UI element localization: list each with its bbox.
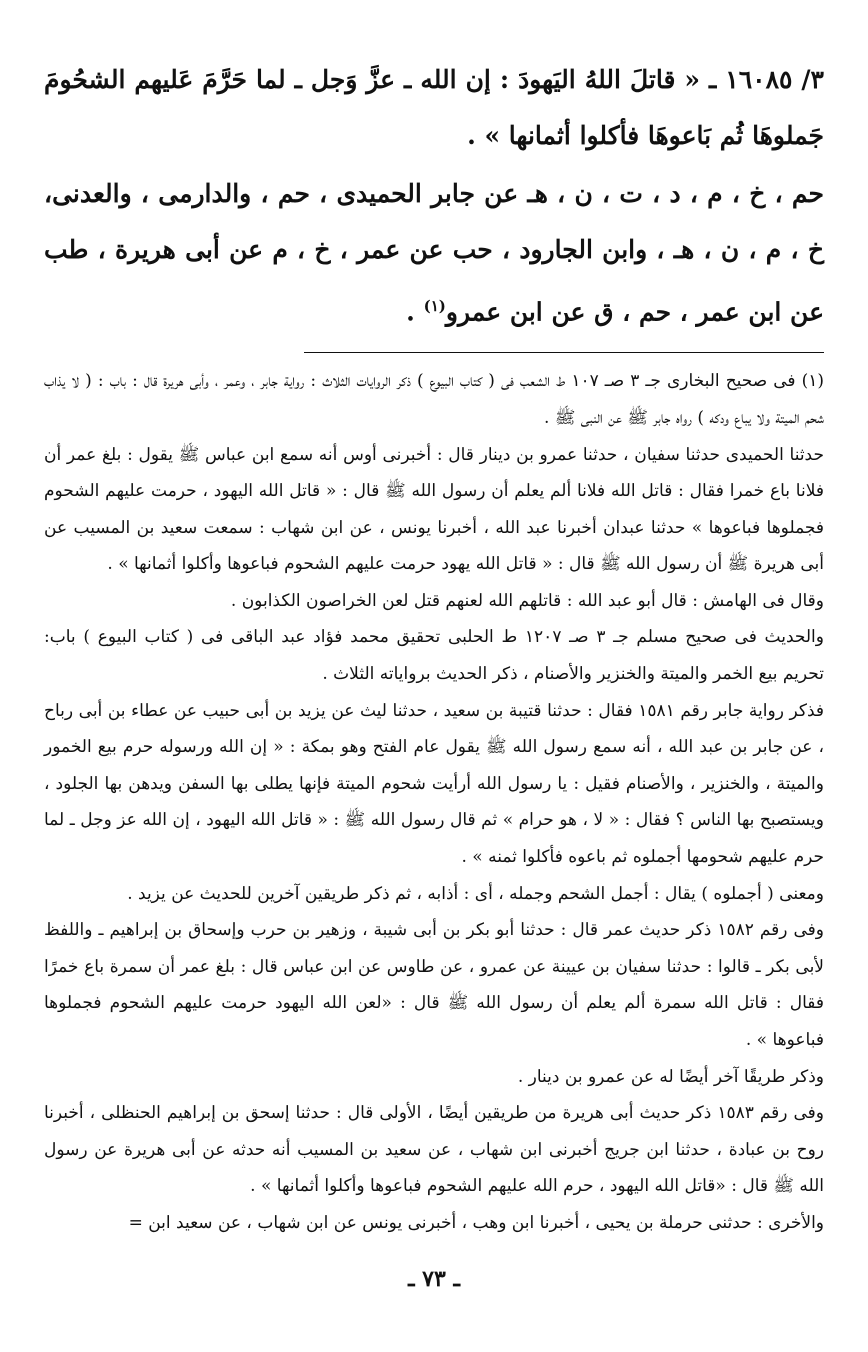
footnote-paragraph: فذكر رواية جابر رقم ١٥٨١ فقال : حدثنا قتيبة بن سعيد ، حدثنا ليث عن يزيد بن أبى حبيب عن عطاء بن أبى رباح ، عن جابر بن عبد الله ، أنه سمع رسول الله ﷺ يقول عام الفتح وهو بمكة : « إن الله ورسوله حرم بيع الخمور والميتة ، والخنزير ، والأصنام فقيل : يا رسول الله أرأيت شحوم الميتة فإنها يطلى بها السفن ويدهن بها الجلود ، ويستصبح بها الناس ؟ فقال : « لا ، هو حرام » ثم قال رسول الله ﷺ : « قاتل الله اليهود ، إن الله عز وجل ـ لما حرم عليهم شحومها أجملوه ثم باعوه فأكلوا ثمنه » . (44, 700, 824, 868)
hadith-text: ٣/ ١٦٠٨٥ ـ « قاتلَ اللهُ اليَهودَ : إن الله ـ عزَّ وَجل ـ لما حَرَّمَ عَليهم الشحُومَ جَملوهَا ثُم بَاعوهَا فأكلوا أثمانها » . (44, 65, 824, 150)
page-body (44, 52, 824, 1242)
footnote-marker: (١) (423, 297, 446, 315)
references-end: . (406, 297, 424, 327)
footnote-separator (304, 352, 824, 353)
footnote-paragraph: وفى رقم ١٥٨٢ ذكر حديث عمر قال : حدثنا أبو بكر بن أبى شيبة ، وزهير بن حرب وإسحاق بن إبراهيم ـ واللفظ لأبى بكر ـ قالوا : حدثنا سفيان بن عيينة عن عمرو ، عن طاوس عن ابن عباس قال : بلغ عمر أن سمرة باع خمرًا فقال : قاتل الله سمرة ألم يعلم أن رسول الله ﷺ قال : «لعن الله اليهود حرمت عليهم الشحوم فجملوها فباعوها » . (44, 920, 824, 1051)
references-text: حم ، خ ، م ، د ، ت ، ن ، هـ عن جابر الحميدى ، حم ، والدارمى ، والعدنى، خ ، م ، ن ، هـ ، وابن الجارود ، حب عن عمر ، خ ، م عن أبى هريرة ، طب عن ابن عمر ، حم ، ق عن ابن عمرو (44, 179, 824, 327)
footnote-paragraph: وذكر طريقًا آخر أيضًا له عن عمرو بن دينار . (517, 1066, 824, 1087)
footnote-paragraph: والأخرى : حدثنى حرملة بن يحيى ، أخبرنا ابن وهب ، أخبرنى يونس عن ابن شهاب ، عن سعيد ابن = (128, 1212, 824, 1233)
footnote-block (44, 363, 824, 1241)
footnote-paragraph: والحديث فى صحيح مسلم جـ ٣ صـ ١٢٠٧ ط الحلبى تحقيق محمد فؤاد عبد الباقى فى ( كتاب البيوع ) باب: تحريم بيع الخمر والميتة والخنزير والأصنام ، ذكر الحديث برواياته الثلاث . (44, 627, 824, 685)
footnote-paragraph: وفى رقم ١٥٨٣ ذكر حديث أبى هريرة من طريقين أيضًا ، الأولى قال : حدثنا إسحق بن إبراهيم الحنظلى ، أخبرنا روح بن عبادة ، حدثنا ابن جريج أخبرنى ابن شهاب ، عن سعيد بن المسيب أنه حدثه عن أبى هريرة عن رسول الله ﷺ قال : «قاتل الله اليهود ، حرم الله عليهم الشحوم فباعوها وأكلوا أثمانها » . (44, 1103, 825, 1197)
footnote-paragraph: حدثنا الحميدى حدثنا سفيان ، حدثنا عمرو بن دينار قال : أخبرنى أوس أنه سمع ابن عباس ﷺ يقول : بلغ عمر أن فلانا باع خمرا فقال : قاتل الله فلانا ألم يعلم أن رسول الله ﷺ قال : « قاتل الله اليهود ، حرمت عليهم الشحوم فجملوها فباعوها » حدثنا عبدان أخبرنا عبد الله ، أخبرنا يونس ، عن ابن شهاب : سمعت سعيد بن المسيب عن أبى هريرة ﷺ أن رسول الله ﷺ قال : « قاتل الله يهود حرمت عليهم الشحوم فباعوها وأكلوا أثمانها » . (44, 444, 824, 575)
hadith-references (44, 166, 824, 340)
main-hadith-block (44, 52, 824, 340)
footnote-paragraph: وقال فى الهامش : قال أبو عبد الله : قاتلهم الله لعنهم قتل لعن الخراصون الكذابون . (230, 590, 824, 611)
footnote-paragraph: (١) فى صحيح البخارى جـ ٣ صـ ١٠٧ ط الشعب فى ( كتاب البيوع ) ذكر الروايات الثلاث : رواية جابر ، وعمر ، وأبى هريرة قال : باب : ( لا يذاب شحم الميتة ولا يباع ودكه ) رواه جابر ﷺ عن النبى ﷺ . (44, 371, 825, 428)
page-number: ـ ٧٣ ـ (408, 1266, 460, 1292)
footnote-paragraph: ومعنى ( أجملوه ) يقال : أجمل الشحم وجمله ، أى : أذابه ، ثم ذكر طريقين آخرين للحديث عن يزيد . (127, 883, 824, 904)
